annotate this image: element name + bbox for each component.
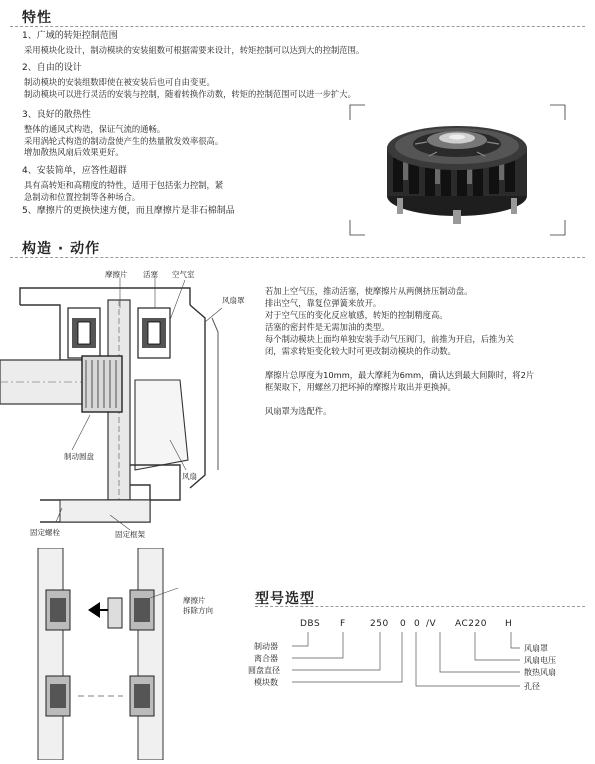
model-rule [255, 606, 585, 607]
features-heading: 特性 [22, 10, 52, 26]
desc-line: 框架取下，用螺丝刀把坏掉的摩擦片取出并更换掉。 [265, 382, 456, 392]
structure-heading: 构造 · 动作 [22, 241, 101, 257]
label-air-chamber: 空气室 [172, 270, 195, 279]
model-label-bore: 孔径 [524, 682, 540, 691]
model-label-module-count: 模块数 [254, 678, 278, 687]
model-part-250: 250 [370, 619, 389, 629]
desc-line: 摩擦片总厚度为10mm，最大摩耗为6mm，确认达到最大间隙时，将2片 [265, 370, 535, 380]
model-code-lines [280, 632, 525, 712]
desc-line: 风扇罩为选配件。 [265, 406, 332, 416]
feature-title: 3、良好的散热性 [22, 110, 91, 120]
model-label-brake: 制动器 [254, 642, 278, 651]
desc-line: 活塞的密封件是无需加油的类型。 [265, 322, 390, 332]
feature-title: 5、摩擦片的更换快速方便，而且摩擦片是非石棉制品 [22, 206, 235, 216]
model-label-disc-diameter: 圆盘直径 [248, 666, 280, 675]
desc-line: 闭，需求转矩变化较大时可更改制动模块的作动数。 [265, 346, 456, 356]
feature-line: 采用涡轮式构造的制动盘使产生的热量散发效率很高。 [24, 135, 224, 146]
feature-line: 急制动和位置控制等各种场合。 [24, 191, 141, 202]
model-label-fan-cover: 风扇罩 [524, 644, 548, 653]
desc-line: 对于空气压的变化反应敏感，转矩的控制精度高。 [265, 310, 448, 320]
label-fix-screw: 固定螺栓 [30, 528, 60, 537]
model-part-h: H [505, 619, 513, 629]
model-heading: 型号选型 [255, 591, 315, 607]
desc-line: 排出空气，靠复位弹簧来放开。 [265, 298, 382, 308]
feature-line: 制动模块的安装组数即使在被安装后也可自由变更。 [24, 77, 215, 87]
model-part-ac220: AC220 [455, 619, 487, 629]
model-part-dbs: DBS [300, 619, 321, 629]
model-label-cooling-fan: 散热风扇 [524, 668, 556, 677]
features-rule [10, 26, 585, 27]
removal-diagram [28, 548, 188, 760]
structure-paragraph-2 [265, 369, 585, 393]
desc-line: 若加上空气压，推动活塞，使摩擦片从两侧挤压制动盘。 [265, 286, 473, 296]
desc-line: 每个制动模块上面均单独安装手动气压阀门，前推为开启，后推为关 [265, 334, 514, 344]
label-fix-frame: 固定框架 [115, 530, 145, 539]
label-brake-disc: 制动圆盘 [64, 452, 94, 461]
removal-line: 摩擦片 [183, 596, 206, 605]
feature-item-1 [22, 30, 462, 58]
label-fan-cover: 风扇罩 [222, 296, 245, 305]
feature-line: 具有高转矩和高精度的特性，适用于包括张力控制，紧 [24, 180, 224, 190]
model-label-clutch: 离合器 [254, 654, 278, 663]
feature-line: 采用模块化设计，制动模块的安装組数可根据需要来设计，转矩控制可以达到大的控制范围。 [24, 45, 365, 55]
structure-description [265, 285, 585, 417]
model-part-f: F [340, 619, 346, 629]
model-label-fan-voltage: 风扇电压 [524, 656, 556, 665]
removal-line: 拆除方向 [183, 606, 213, 615]
model-part-0a: 0 [400, 619, 407, 629]
structure-rule [10, 257, 585, 258]
label-friction: 摩擦片 [105, 270, 128, 279]
cross-section-diagram [0, 260, 260, 545]
feature-line: 制动模块可以进行灵活的安装与控制，随着转换作动数，转矩的控制范围可以进一步扩大。 [24, 88, 356, 99]
structure-paragraph-3 [265, 405, 585, 417]
feature-title: 4、安装简单，应答性超群 [22, 166, 127, 176]
label-fan: 风扇 [182, 472, 197, 481]
feature-title: 2、自由的设计 [22, 63, 82, 73]
feature-title: 1、广域的转矩控制范围 [22, 31, 118, 41]
model-part-0b: 0 [414, 619, 421, 629]
model-part-v: /V [426, 619, 437, 629]
structure-paragraph-1 [265, 285, 585, 357]
feature-line: 增加散热风扇后效果更好。 [24, 147, 124, 157]
product-photo [345, 100, 570, 240]
label-removal-direction [183, 596, 213, 616]
feature-line: 整体的通风式构造，保证气流的通畅。 [24, 124, 166, 134]
label-piston: 活塞 [143, 270, 158, 279]
